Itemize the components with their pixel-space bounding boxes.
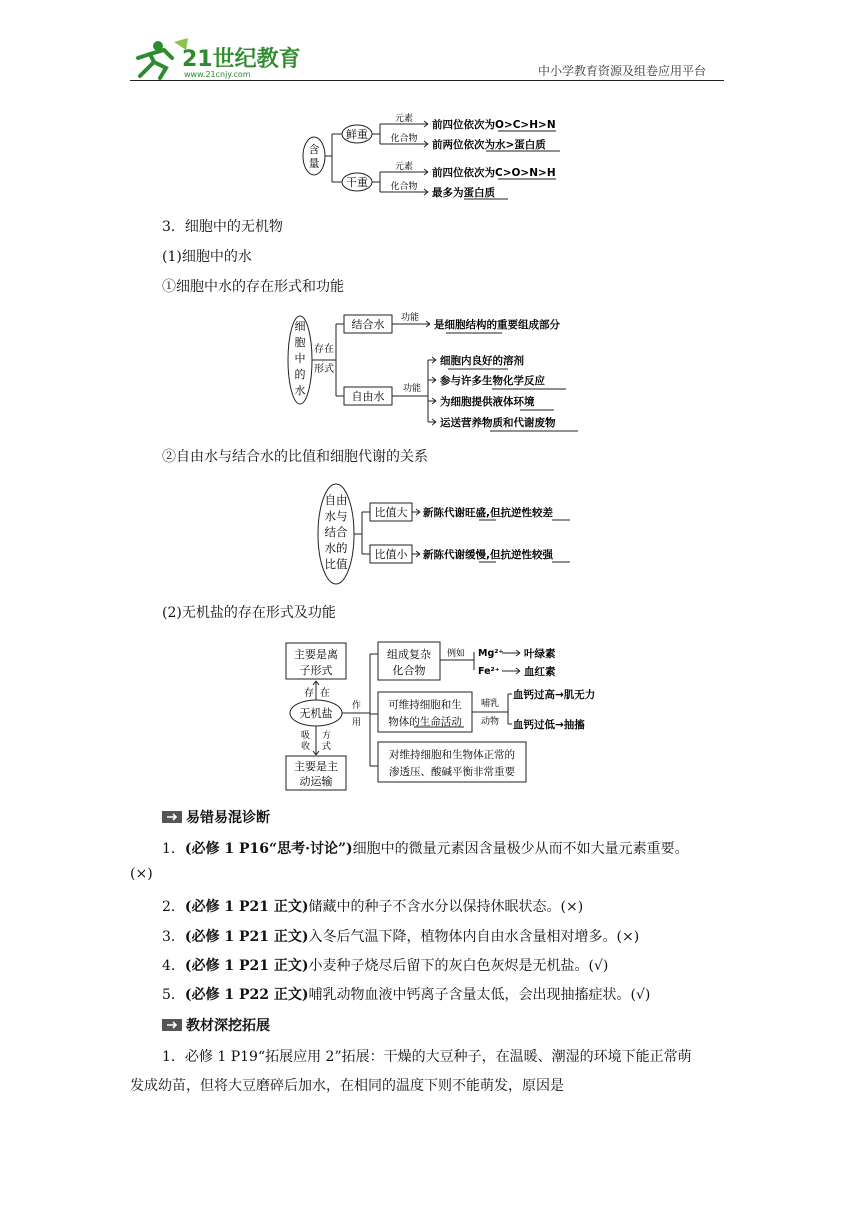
diagnosis-4-src: (必修 1 P21 正文) — [184, 958, 309, 974]
dry-compound-label: 化合物 — [390, 182, 418, 192]
water-root-3: 中 — [294, 352, 306, 365]
water-root-4: 的 — [294, 368, 306, 381]
ratio-small-box: 比值小 — [374, 548, 408, 561]
absorb-label-2: 收 — [300, 742, 310, 752]
diagnosis-1-src: (必修 1 P16“思考·讨论”) — [184, 841, 353, 857]
water-root-1: 细 — [294, 320, 306, 333]
free-fn-2: 参与许多生物化学反应 — [440, 375, 545, 387]
f2-line2: 物体的生命活动 — [388, 716, 462, 728]
fresh-compound-text: 前两位依次为水>蛋白质 — [432, 139, 546, 151]
ratio-root-3: 结合 — [324, 525, 348, 539]
mammal-label-1: 哺乳 — [480, 699, 500, 709]
absorb-label-1: 吸 — [300, 731, 310, 741]
extend-p1-line1: 1．必修 1 P19“拓展应用 2”拓展：干燥的大豆种子，在温暖、潮湿的环境下能正常萌 — [162, 1049, 692, 1065]
f2-line1: 可维持细胞和生 — [388, 699, 462, 711]
diagnosis-5-text: 哺乳动物血液中钙离子含量太低，会出现抽搐症状。(√) — [308, 987, 651, 1003]
active-1: 主要是主 — [294, 760, 338, 773]
diagnosis-item-2: 2．(必修 1 P21 正文)储藏中的种子不含水分以保持休眠状态。(×) — [162, 899, 584, 915]
arrow-right-icon — [162, 810, 182, 828]
free-fn-4: 运送营养物质和代谢废物 — [440, 417, 556, 429]
ratio-root-4: 水的 — [324, 541, 348, 555]
diagnosis-item-5: 5．(必修 1 P22 正文)哺乳动物血液中钙离子含量太低，会出现抽搐症状。(√) — [162, 987, 651, 1003]
dry-element-text: 前四位依次为C>O>N>H — [432, 167, 556, 179]
forms-label-2: 形式 — [314, 364, 334, 375]
bound-fn-text: 是细胞结构的重要组成部分 — [434, 319, 560, 331]
salt-center: 无机盐 — [299, 707, 333, 720]
logo-text: 21世纪教育 — [182, 47, 300, 72]
fresh-weight-node: 鲜重 — [346, 128, 368, 141]
fresh-element-text: 前四位依次为O>C>H>N — [432, 119, 556, 131]
f3-line2: 渗透压、酸碱平衡非常重要 — [389, 766, 515, 778]
fresh-compound-label: 化合物 — [390, 134, 418, 144]
water-root-5: 水 — [294, 384, 306, 397]
fresh-element-label: 元素 — [394, 114, 414, 124]
ca-high: 血钙过高→肌无力 — [513, 689, 596, 701]
content-root-top: 含 — [308, 143, 320, 156]
diagnosis-item-1: 1．(必修 1 P16“思考·讨论”)细胞中的微量元素因含量极少从而不如大量元素重要。 — [162, 841, 689, 857]
exist-label-2: 在 — [320, 688, 330, 699]
extend-section-label: 教材深挖拓展 — [186, 1018, 270, 1034]
diagnosis-section-title — [162, 807, 270, 828]
water-root-2: 胞 — [294, 336, 306, 349]
sub1-title: (1)细胞中的水 — [162, 249, 252, 265]
fe-target: 血红素 — [524, 666, 556, 678]
ca-low: 血钙过低→抽搐 — [513, 719, 585, 731]
diagnosis-2-src: (必修 1 P21 正文) — [184, 899, 309, 915]
salt-diagram — [284, 638, 640, 792]
content-root-bottom: 量 — [308, 157, 320, 170]
forms-label-1: 存在 — [314, 344, 334, 355]
ion-form-1: 主要是离 — [294, 648, 338, 661]
water-diagram — [286, 310, 586, 436]
bound-water-box: 结合水 — [351, 318, 385, 331]
example-label: 例如 — [446, 649, 466, 659]
extend-p1-line2: 发成幼苗，但将大豆磨碎后加水，在相同的温度下则不能萌发，原因是 — [130, 1078, 564, 1094]
fe-ion: Fe²⁺ — [478, 666, 500, 677]
role-label-1: 作 — [352, 701, 362, 711]
diagnosis-section-label: 易错易混诊断 — [186, 810, 270, 826]
sub2-title: (2)无机盐的存在形式及功能 — [162, 605, 336, 621]
mammal-label-2: 动物 — [480, 717, 500, 727]
ratio-small-text: 新陈代谢缓慢,但抗逆性较强 — [423, 549, 553, 561]
extend-section-title — [162, 1015, 270, 1036]
logo-subtext: www.21cnjy.com — [184, 70, 251, 79]
dry-compound-text: 最多为蛋白质 — [432, 187, 495, 199]
f3-line1: 对维持细胞和生物体正常的 — [389, 749, 515, 761]
absorb-label-3: 方 — [322, 731, 332, 741]
free-fn-label: 功能 — [402, 384, 422, 394]
diagnosis-item-4: 4．(必修 1 P21 正文)小麦种子烧尽后留下的灰白色灰烬是无机盐。(√) — [162, 958, 609, 974]
platform-name: 中小学教育资源及组卷应用平台 — [538, 64, 707, 78]
sub1-item1: ①细胞中水的存在形式和功能 — [162, 279, 344, 295]
diagnosis-4-text: 小麦种子烧尽后留下的灰白色灰烬是无机盐。(√) — [308, 958, 609, 974]
ion-form-2: 子形式 — [299, 664, 333, 677]
ratio-root-5: 比值 — [324, 557, 348, 571]
f1-line2: 化合物 — [392, 664, 426, 677]
absorb-label-4: 式 — [322, 742, 332, 752]
exist-label-1: 存 — [304, 688, 314, 699]
ratio-big-box: 比值大 — [374, 506, 408, 519]
ratio-diagram — [316, 480, 576, 588]
dry-element-label: 元素 — [394, 162, 414, 172]
diagnosis-item-3: 3．(必修 1 P21 正文)入冬后气温下降，植物体内自由水含量相对增多。(×) — [162, 929, 640, 945]
content-diagram — [300, 110, 570, 202]
bound-fn-label: 功能 — [400, 313, 420, 323]
active-2: 动运输 — [299, 775, 333, 788]
f1-line1: 组成复杂 — [387, 648, 431, 661]
site-logo — [130, 36, 300, 80]
diagnosis-3-src: (必修 1 P21 正文) — [184, 929, 309, 945]
dry-weight-node: 干重 — [346, 176, 368, 189]
ratio-root-2: 水与 — [324, 509, 348, 523]
diagnosis-1-text: 细胞中的微量元素因含量极少从而不如大量元素重要。 — [352, 841, 689, 857]
sub1-item2: ②自由水与结合水的比值和细胞代谢的关系 — [162, 449, 428, 465]
ratio-big-text: 新陈代谢旺盛,但抗逆性较差 — [423, 507, 553, 519]
section3-title: 3．细胞中的无机物 — [162, 219, 283, 235]
diagnosis-3-text: 入冬后气温下降，植物体内自由水含量相对增多。(×) — [308, 929, 640, 945]
header-divider — [130, 80, 724, 81]
diagnosis-5-src: (必修 1 P22 正文) — [184, 987, 309, 1003]
mg-ion: Mg²⁺ — [478, 648, 504, 659]
free-water-box: 自由水 — [351, 390, 385, 403]
role-label-2: 用 — [352, 718, 362, 728]
free-fn-1: 细胞内良好的溶剂 — [440, 355, 524, 367]
mg-target: 叶绿素 — [524, 648, 556, 660]
free-fn-3: 为细胞提供液体环境 — [440, 396, 535, 408]
diagnosis-1-cont: (×) — [130, 866, 153, 882]
arrow-right-icon — [162, 1018, 182, 1036]
ratio-root-1: 自由 — [324, 493, 348, 507]
diagnosis-2-text: 储藏中的种子不含水分以保持休眠状态。(×) — [308, 899, 584, 915]
